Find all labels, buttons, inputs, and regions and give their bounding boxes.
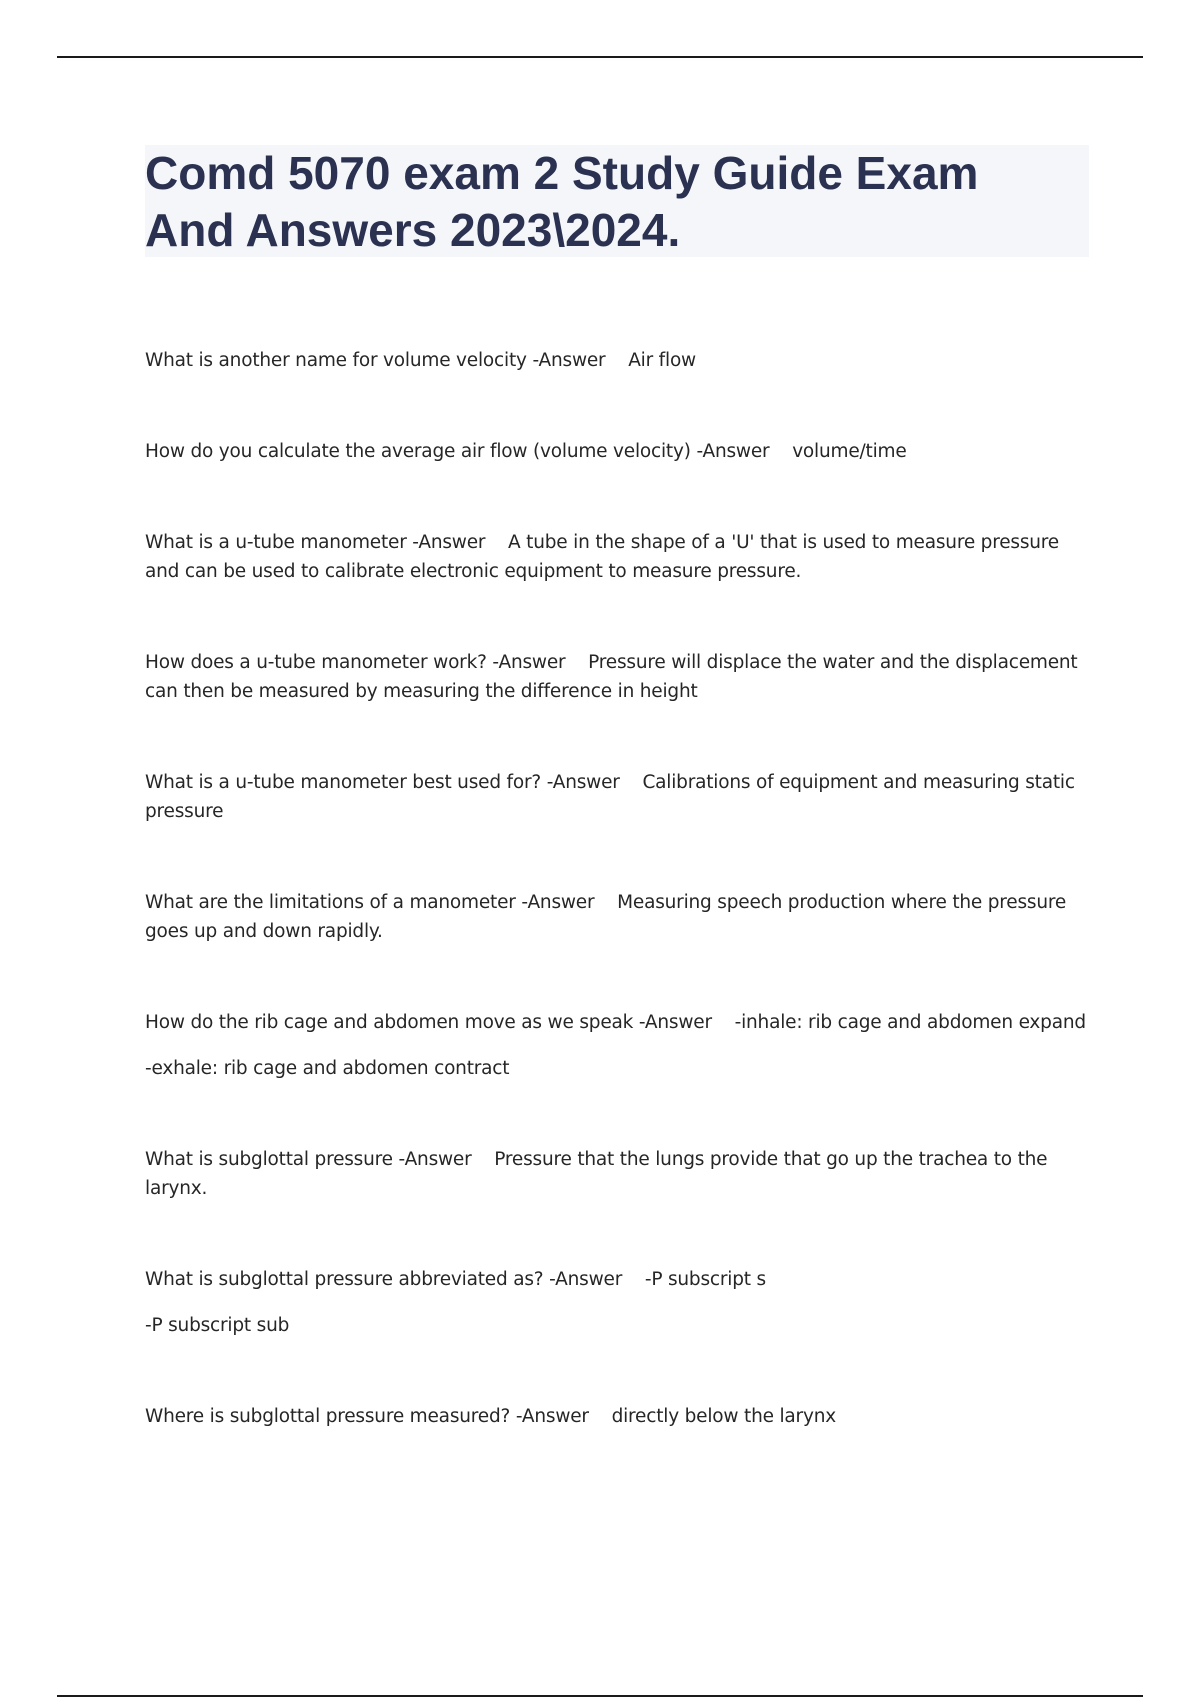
qa-text — [145, 648, 1095, 706]
qa-item — [145, 648, 1095, 706]
question: How do you calculate the average air flow (volume velocity) — [145, 441, 691, 462]
qa-text — [145, 1402, 1095, 1431]
answer: volume/time — [792, 441, 907, 462]
question: What is a u-tube manometer best used for? — [145, 772, 541, 793]
answer: Measuring speech production where the pressure goes up and down rapidly. — [145, 892, 1067, 942]
answer-marker: -Answer — [515, 1406, 589, 1427]
question: How does a u-tube manometer work? — [145, 652, 487, 673]
answer-marker: -Answer — [549, 1269, 623, 1290]
question: What are the limitations of a manometer — [145, 892, 516, 913]
answer-marker: -Answer — [638, 1012, 712, 1033]
answer-continuation: -exhale: rib cage and abdomen contract — [145, 1058, 510, 1079]
qa-item — [145, 437, 1095, 466]
top-rule — [57, 56, 1143, 58]
qa-text — [145, 346, 1095, 375]
question: How do the rib cage and abdomen move as we speak — [145, 1012, 634, 1033]
question: What is a u-tube manometer — [145, 532, 407, 553]
answer: A tube in the shape of a 'U' that is used to measure pressure and can be used to calibrate electronic equipment to measure pressure. — [145, 532, 1059, 582]
qa-item — [145, 1008, 1095, 1083]
qa-text — [145, 528, 1095, 586]
title-block — [145, 145, 1089, 257]
qa-list — [145, 346, 1095, 1431]
question: What is another name for volume velocity — [145, 350, 527, 371]
qa-item — [145, 528, 1095, 586]
answer-marker: -Answer — [696, 441, 770, 462]
qa-item — [145, 1402, 1095, 1431]
bottom-rule — [57, 1695, 1143, 1697]
qa-item — [145, 1145, 1095, 1203]
qa-text — [145, 1145, 1095, 1203]
answer: Pressure that the lungs provide that go up the trachea to the larynx. — [145, 1149, 1048, 1199]
answer: Air flow — [628, 350, 696, 371]
qa-text — [145, 1265, 1095, 1294]
answer: directly below the larynx — [611, 1406, 836, 1427]
qa-item — [145, 768, 1095, 826]
question: What is subglottal pressure — [145, 1149, 393, 1170]
qa-item — [145, 1265, 1095, 1340]
qa-text — [145, 1008, 1095, 1037]
qa-item — [145, 346, 1095, 375]
answer-marker: -Answer — [521, 892, 595, 913]
qa-text — [145, 768, 1095, 826]
qa-text — [145, 437, 1095, 466]
answer-marker: -Answer — [492, 652, 566, 673]
qa-text — [145, 888, 1095, 946]
question: Where is subglottal pressure measured? — [145, 1406, 511, 1427]
qa-item — [145, 888, 1095, 946]
answer: -P subscript s — [644, 1269, 766, 1290]
answer-continuation: -P subscript sub — [145, 1315, 290, 1336]
answer-marker: -Answer — [412, 532, 486, 553]
answer-marker: -Answer — [532, 350, 606, 371]
answer-marker: -Answer — [398, 1149, 472, 1170]
answer-marker: -Answer — [546, 772, 620, 793]
document-title: Comd 5070 exam 2 Study Guide Exam And Answers 2023\2024. — [145, 147, 979, 256]
answer: Pressure will displace the water and the displacement can then be measured by measuring the difference in height — [145, 652, 1078, 702]
answer: Calibrations of equipment and measuring static pressure — [145, 772, 1075, 822]
question: What is subglottal pressure abbreviated as? — [145, 1269, 544, 1290]
answer: -inhale: rib cage and abdomen expand — [734, 1012, 1086, 1033]
